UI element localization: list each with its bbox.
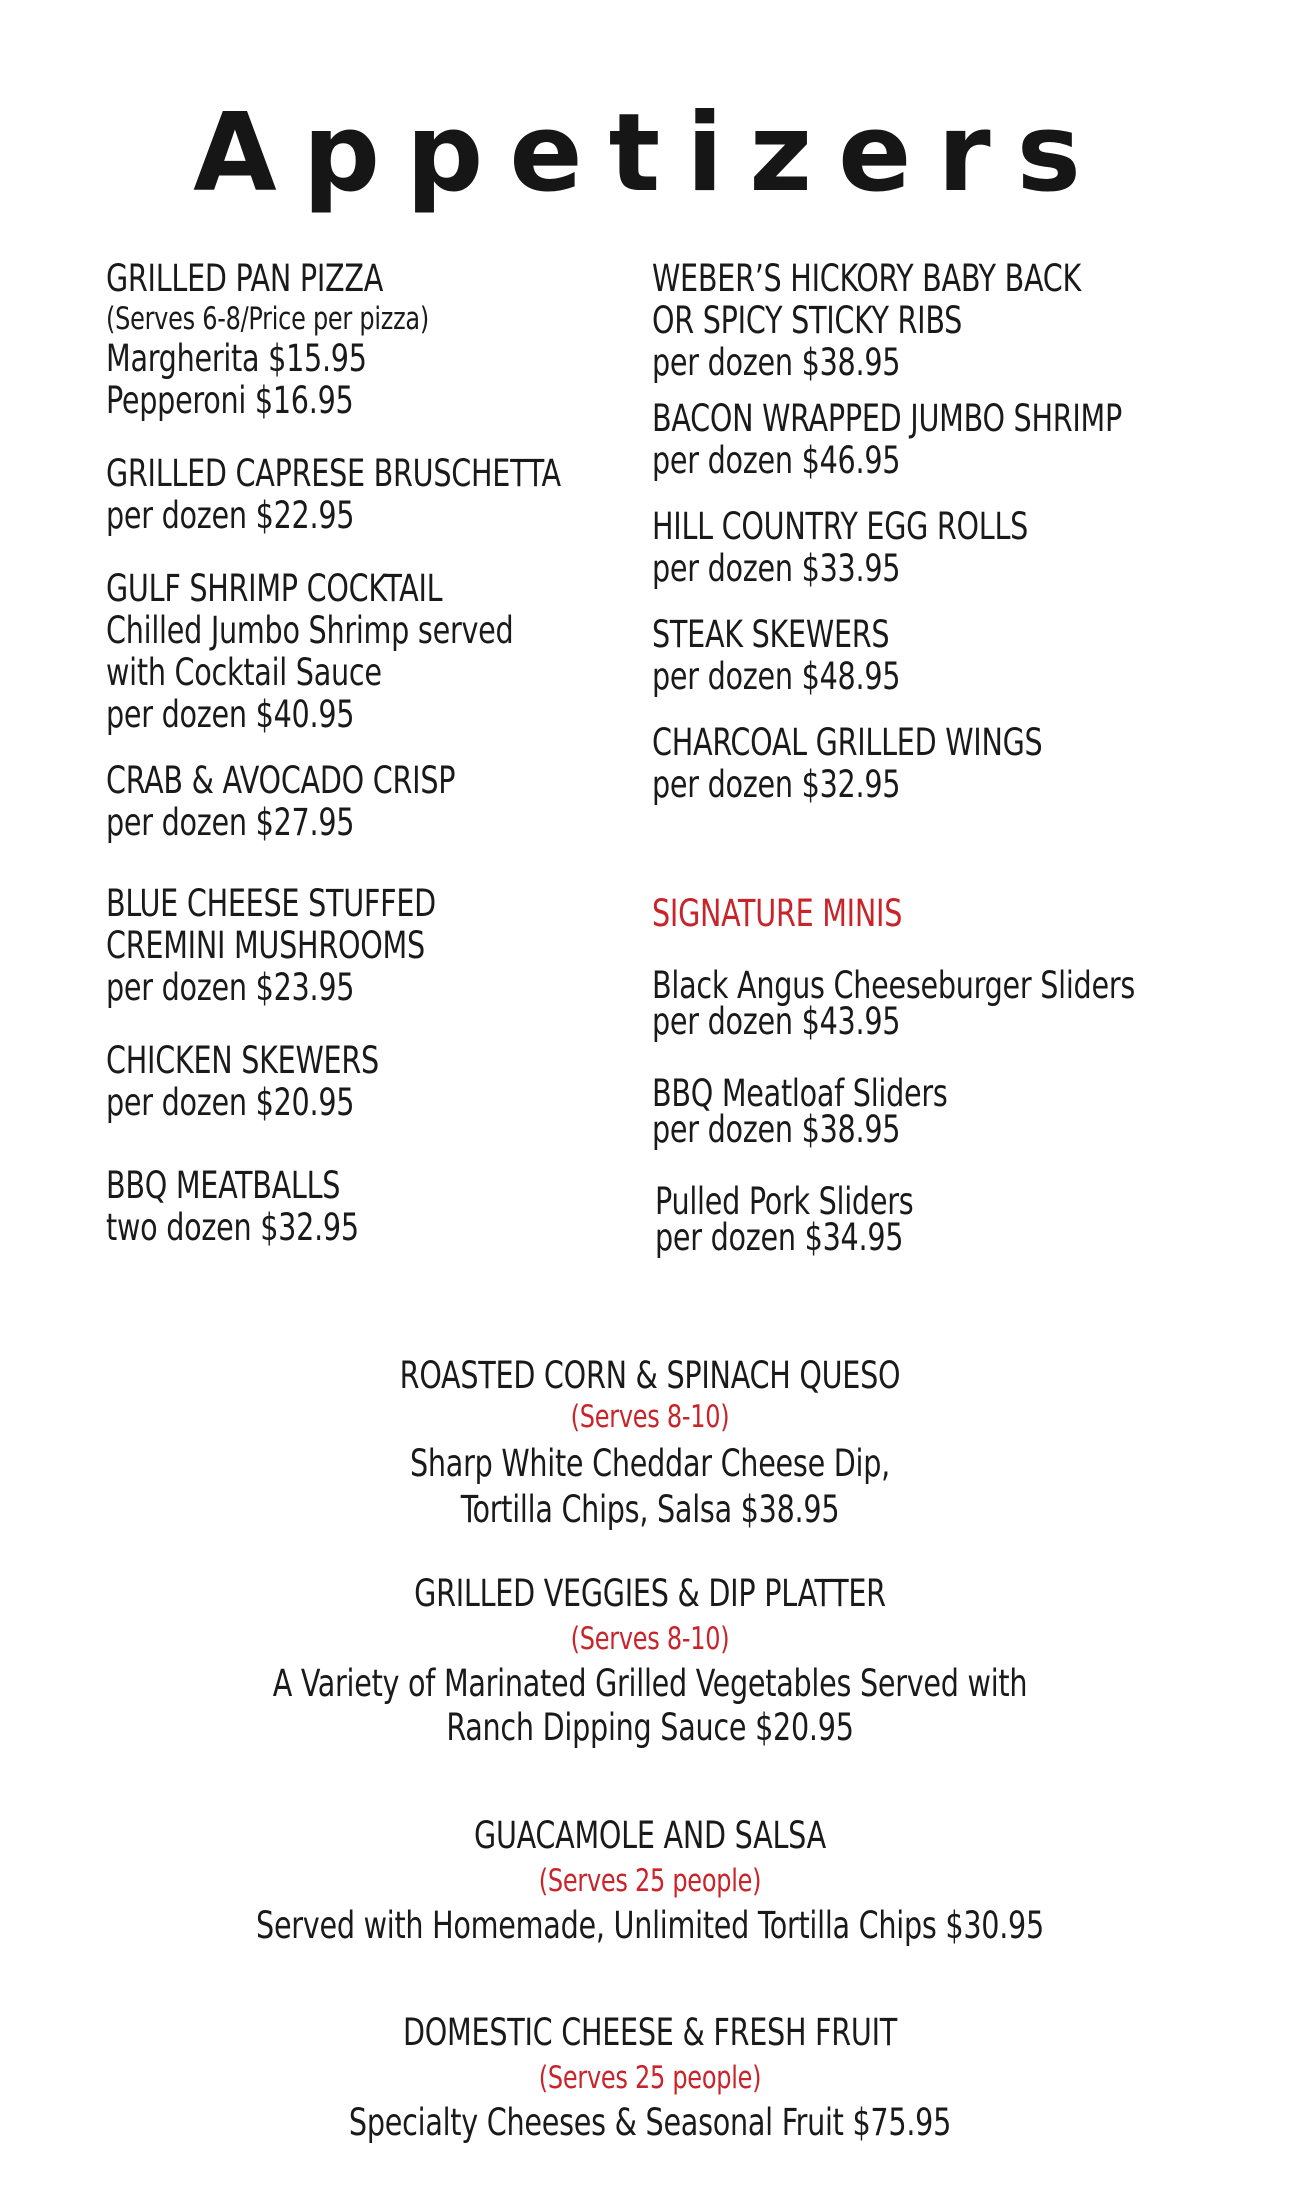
- item-serves: (Serves 8-10): [570, 1399, 730, 1435]
- menu-item-ribs: [652, 258, 1151, 384]
- item-serves: (Serves 25 people): [538, 2060, 762, 2096]
- item-name: Pulled Pork Sliders: [655, 1180, 914, 1223]
- item-price: per dozen $38.95: [652, 341, 901, 384]
- menu-item-cheeseburger-sliders: [652, 964, 1214, 1043]
- item-price: per dozen $20.95: [106, 1081, 355, 1124]
- menu-item-pulled-pork-sliders: [655, 1180, 955, 1259]
- item-name: CREMINI MUSHROOMS: [106, 924, 425, 967]
- menu-item-bbq-meatballs: [106, 1165, 400, 1249]
- item-name: GUACAMOLE AND SALSA: [474, 1814, 826, 1857]
- menu-item-meatloaf-sliders: [652, 1072, 996, 1151]
- item-name: ROASTED CORN & SPINACH QUESO: [399, 1354, 901, 1397]
- item-name: GRILLED VEGGIES & DIP PLATTER: [414, 1572, 886, 1615]
- item-price: per dozen $40.95: [106, 693, 355, 736]
- menu-item-grilled-pan-pizza: [106, 258, 482, 422]
- item-note: (Serves 6-8/Price per pizza): [106, 301, 429, 337]
- menu-item-bacon-shrimp: [652, 398, 1199, 482]
- menu-item-caprese-bruschetta: [106, 453, 635, 537]
- menu-item-guacamole-salsa: [0, 1815, 1300, 1947]
- menu-item-gulf-shrimp-cocktail: [106, 568, 580, 736]
- menu-item-cheese-fruit: [0, 2012, 1300, 2144]
- item-description: A Variety of Marinated Grilled Vegetables Served with: [272, 1662, 1028, 1705]
- item-description: Tortilla Chips, Salsa $38.95: [460, 1488, 840, 1531]
- item-description: Served with Homemade, Unlimited Tortilla Chips $30.95: [256, 1904, 1044, 1947]
- item-price: per dozen $23.95: [106, 966, 355, 1009]
- menu-item-chicken-skewers: [106, 1040, 423, 1124]
- menu-item-steak-skewers: [652, 614, 941, 698]
- item-name: BLUE CHEESE STUFFED: [106, 882, 436, 925]
- item-name: BACON WRAPPED JUMBO SHRIMP: [652, 397, 1123, 440]
- item-description: Chilled Jumbo Shrimp served: [106, 609, 514, 652]
- item-name: Black Angus Cheeseburger Sliders: [652, 964, 1135, 1007]
- item-name: CRAB & AVOCADO CRISP: [106, 759, 456, 802]
- item-description: Ranch Dipping Sauce $20.95: [446, 1706, 854, 1749]
- item-serves: (Serves 25 people): [538, 1863, 762, 1899]
- item-price: per dozen $46.95: [652, 439, 901, 482]
- item-name: BBQ Meatloaf Sliders: [652, 1072, 948, 1115]
- menu-item-stuffed-mushrooms: [106, 883, 490, 1009]
- item-name: HILL COUNTRY EGG ROLLS: [652, 505, 1029, 548]
- item-price: per dozen $34.95: [655, 1216, 904, 1259]
- item-name: BBQ MEATBALLS: [106, 1164, 341, 1207]
- item-price: per dozen $22.95: [106, 494, 355, 537]
- item-description: Sharp White Cheddar Cheese Dip,: [409, 1442, 891, 1485]
- item-price: two dozen $32.95: [106, 1206, 359, 1249]
- item-name: WEBER’S HICKORY BABY BACK: [652, 257, 1081, 300]
- item-name: DOMESTIC CHEESE & FRESH FRUIT: [402, 2011, 898, 2054]
- item-price: per dozen $32.95: [652, 763, 901, 806]
- item-price: per dozen $48.95: [652, 655, 901, 698]
- item-price: per dozen $43.95: [652, 1000, 901, 1043]
- item-name: CHARCOAL GRILLED WINGS: [652, 721, 1043, 764]
- menu-item-corn-spinach-queso: [0, 1355, 1300, 1531]
- item-serves: (Serves 8-10): [570, 1621, 730, 1657]
- menu-item-grilled-wings: [652, 722, 1106, 806]
- item-name: OR SPICY STICKY RIBS: [652, 299, 963, 342]
- item-name: GULF SHRIMP COCKTAIL: [106, 567, 443, 610]
- item-name: GRILLED PAN PIZZA: [106, 257, 384, 300]
- item-price: per dozen $33.95: [652, 547, 901, 590]
- section-heading: SIGNATURE MINIS: [652, 892, 903, 935]
- signature-minis-heading: [652, 893, 943, 935]
- menu-item-veggies-dip-platter: [0, 1573, 1300, 1749]
- item-description: Specialty Cheeses & Seasonal Fruit $75.95: [348, 2101, 952, 2144]
- item-name: STEAK SKEWERS: [652, 613, 890, 656]
- item-name: GRILLED CAPRESE BRUSCHETTA: [106, 452, 561, 495]
- item-price: per dozen $38.95: [652, 1108, 901, 1151]
- item-description: with Cocktail Sauce: [106, 651, 382, 694]
- item-price: Margherita $15.95: [106, 337, 367, 380]
- item-name: CHICKEN SKEWERS: [106, 1039, 379, 1082]
- menu-item-egg-rolls: [652, 506, 1089, 590]
- page-title: Appetizers: [193, 91, 1107, 216]
- item-price: Pepperoni $16.95: [106, 379, 354, 422]
- menu-item-crab-avocado-crisp: [106, 760, 512, 844]
- item-price: per dozen $27.95: [106, 801, 355, 844]
